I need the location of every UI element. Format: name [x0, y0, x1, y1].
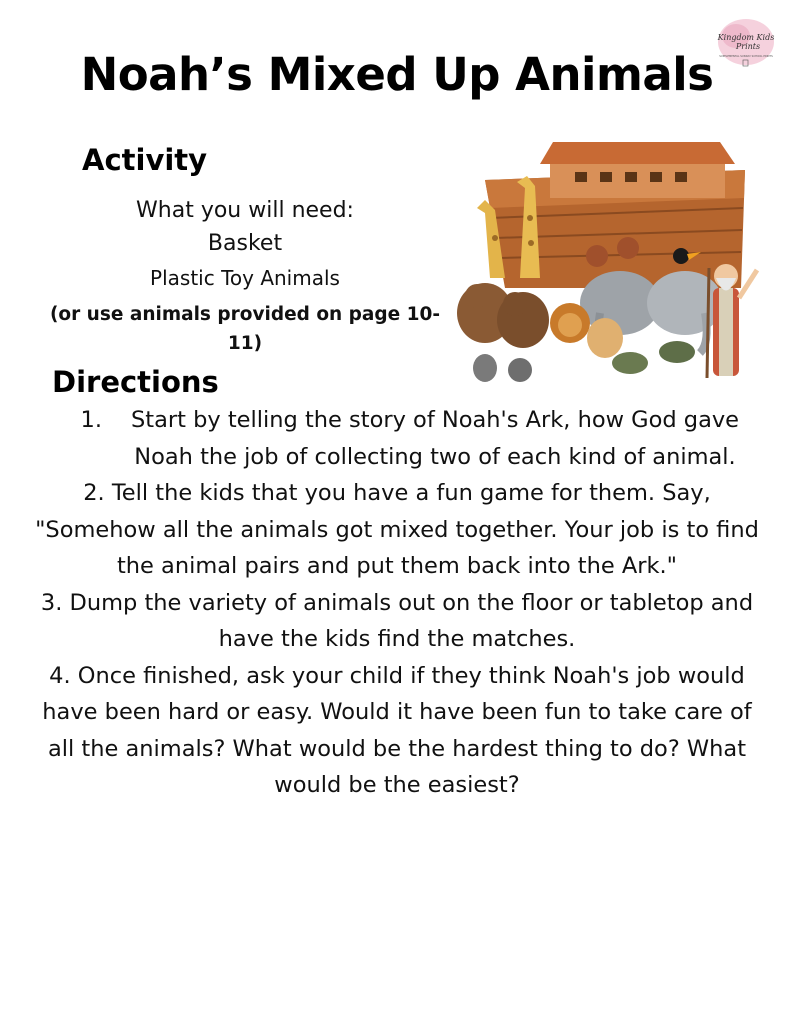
- step-1-text: Start by telling the story of Noah's Ark, how God gave Noah the job of collecting two of each kind of animal.: [130, 407, 740, 470]
- svg-text:SUPPLEMENTAL SUNDAY SCHOOL PRI: SUPPLEMENTAL SUNDAY SCHOOL PRINTS: [719, 55, 773, 58]
- logo: [712, 16, 780, 74]
- svg-text:Prints: Prints: [735, 42, 761, 51]
- svg-text:Kingdom Kids: Kingdom Kids: [717, 33, 775, 42]
- directions-heading: Directions: [52, 365, 219, 399]
- step-1-number: 1.: [80, 407, 102, 433]
- needs-item-basket: Basket: [207, 231, 283, 256]
- needs-note: (or use animals provided on page 10-11): [49, 304, 441, 354]
- direction-step-1: [30, 402, 764, 475]
- page-title: Noah’s Mixed Up Animals: [80, 48, 714, 101]
- direction-step-3: 3. Dump the variety of animals out on the floor or tabletop and have the kids find the matches.: [40, 589, 754, 652]
- directions-list: [30, 402, 764, 804]
- activity-heading: Activity: [82, 143, 208, 177]
- needs-item-toy-animals: Plastic Toy Animals: [150, 266, 340, 290]
- direction-step-2: 2. Tell the kids that you have a fun game for them. Say, "Somehow all the animals got mixed together. Your job is to find the animal pairs and put them back into the Ark.": [35, 480, 759, 579]
- direction-step-4: 4. Once finished, ask your child if they think Noah's job would have been hard or easy. Would it have been fun to take care of all the animals? What would be the hardest thing to do? What would be the easiest?: [42, 662, 752, 798]
- noahs-ark-illustration: [445, 138, 777, 388]
- needs-label: What you will need:: [136, 198, 354, 223]
